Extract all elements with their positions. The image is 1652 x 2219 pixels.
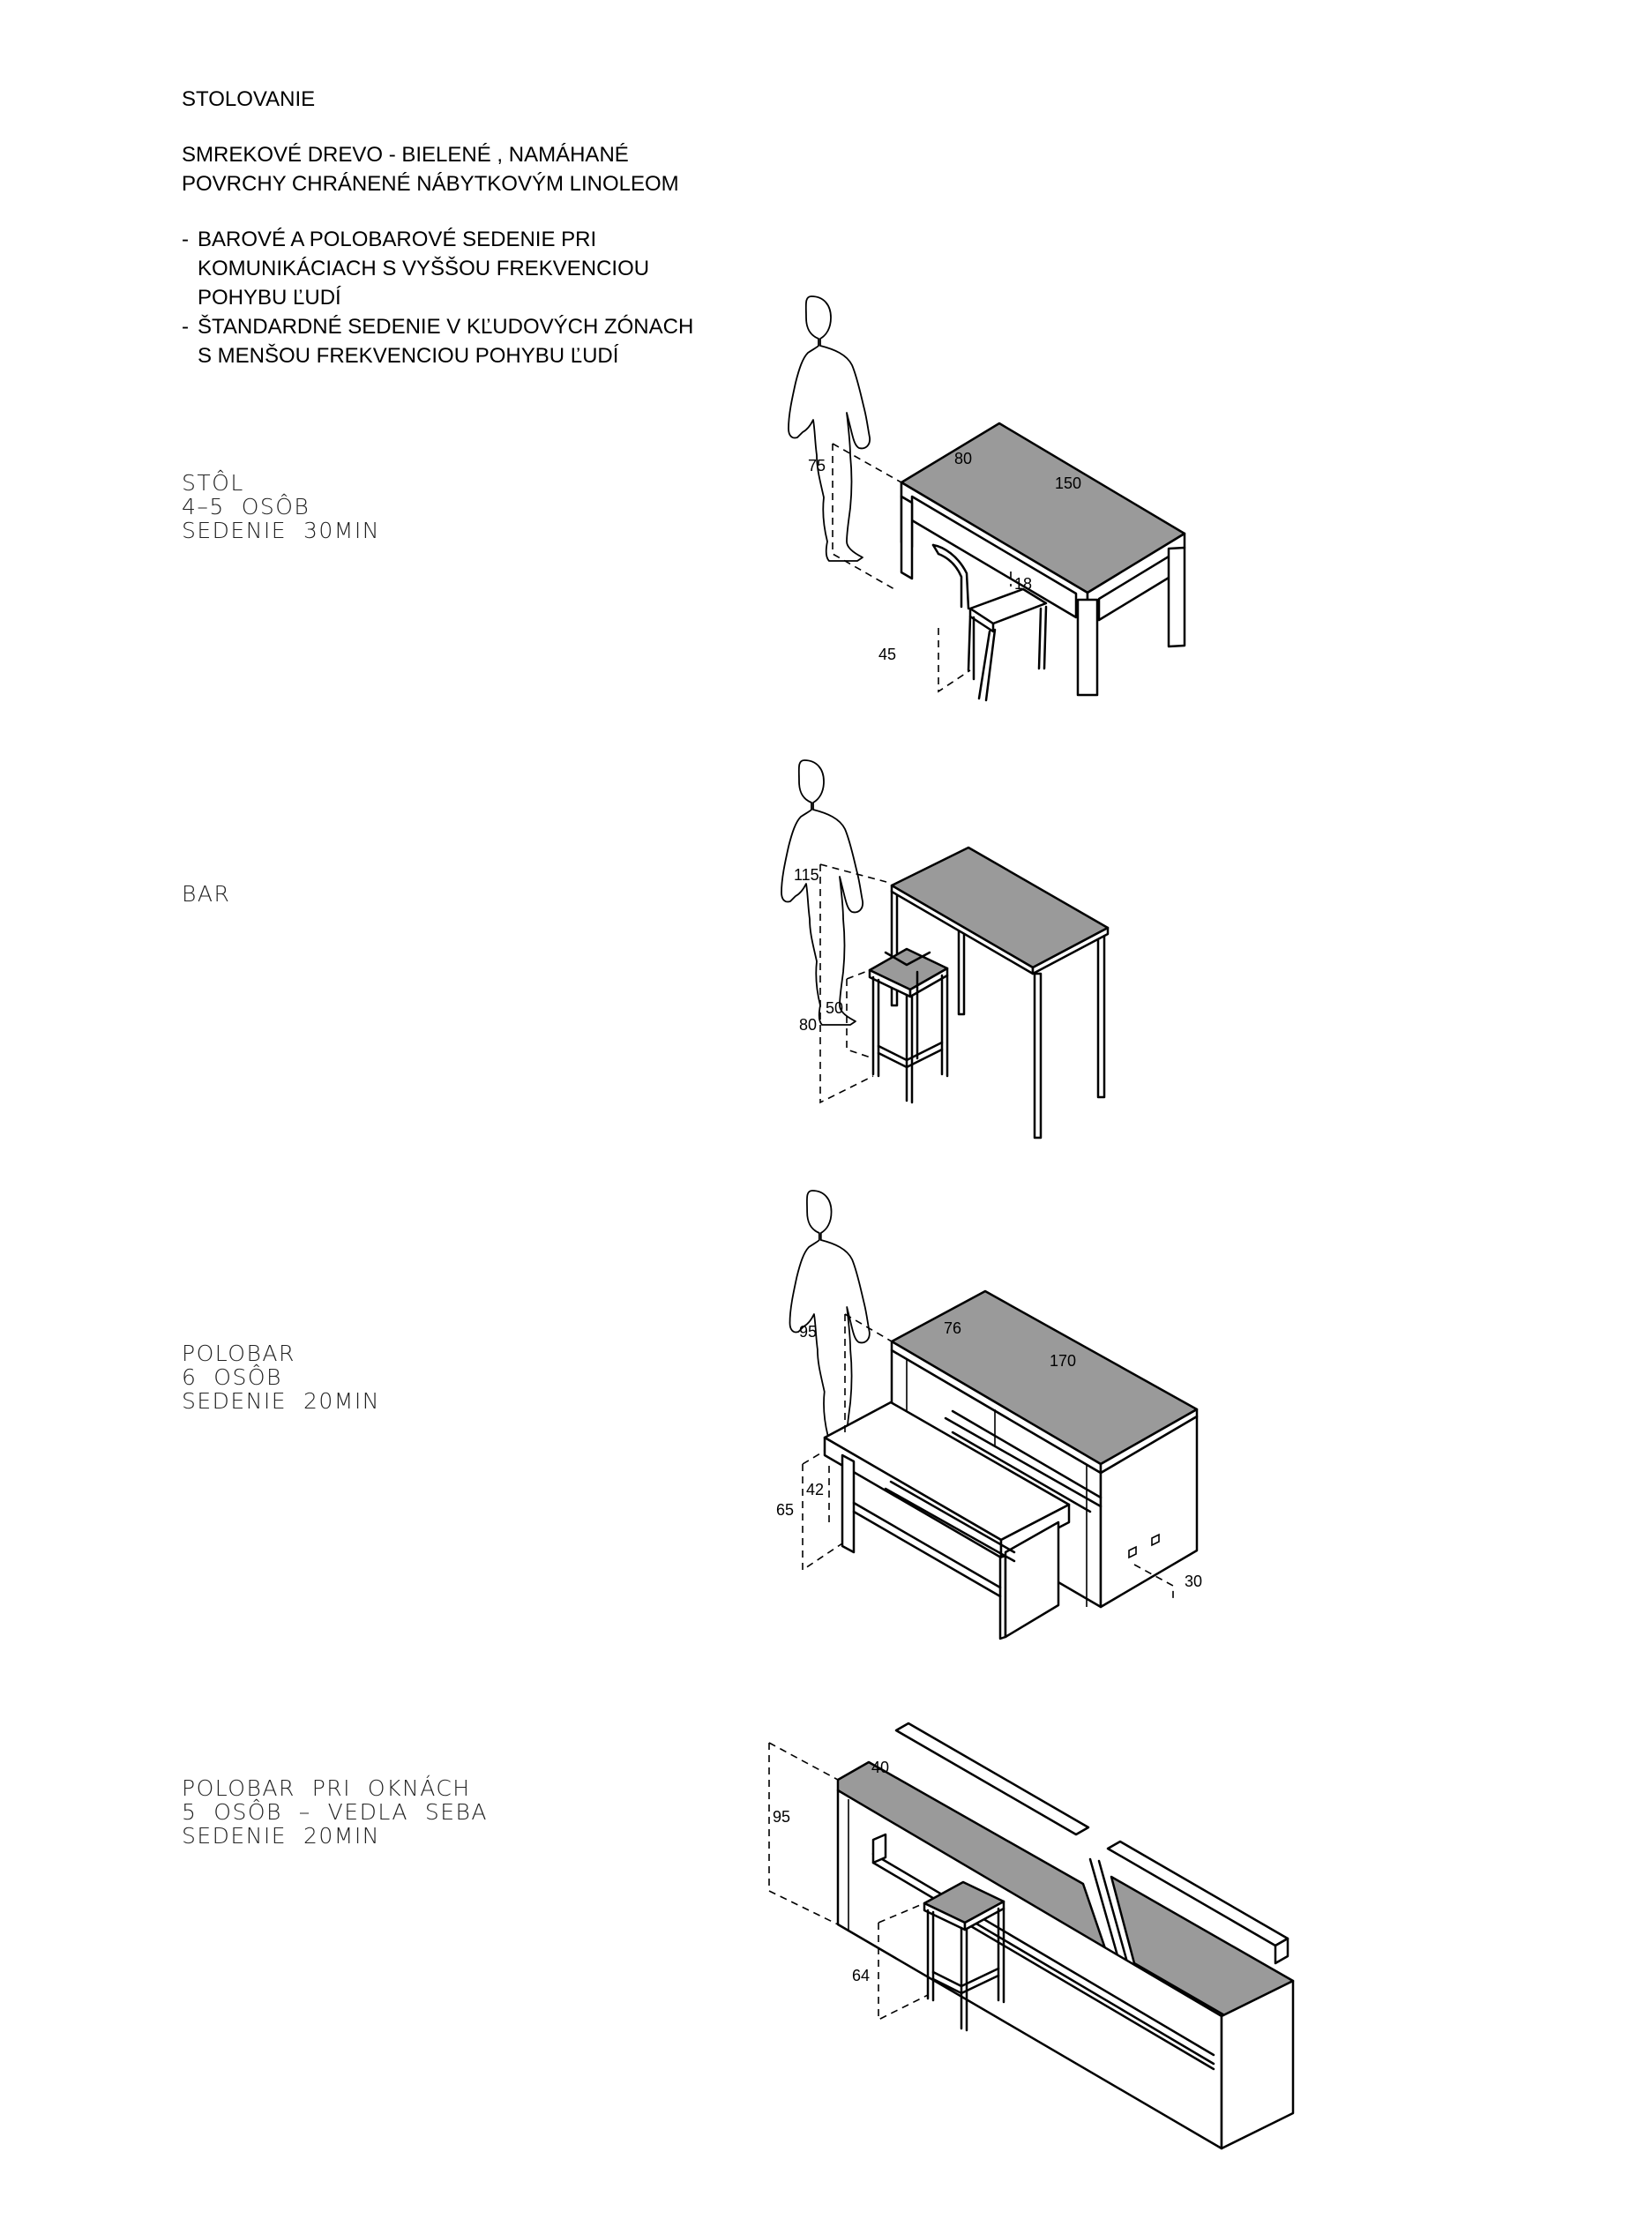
dim-label: 45 (878, 646, 897, 663)
stol-drawing (789, 296, 1185, 700)
chair-leg (979, 630, 995, 700)
dim-label: 170 (1050, 1352, 1077, 1370)
caption-line: SEDENIE 20MIN (182, 1388, 380, 1414)
bullet-line: POHYBU ĽUDÍ (198, 286, 341, 310)
dim-label: 95 (773, 1808, 791, 1826)
dim-bench-height (803, 1451, 842, 1570)
table-leg (901, 497, 912, 579)
chair-leg (1039, 607, 1046, 669)
material-line-2: POVRCHY CHRÁNENÉ NÁBYTKOVÝM LINOLEOM (182, 172, 679, 196)
bar-drawing (781, 760, 1108, 1138)
polobar-okna-drawing (769, 1723, 1293, 2148)
bar-leg (1035, 974, 1041, 1138)
bullet-dash: - (182, 228, 189, 251)
dim-label: 76 (944, 1319, 962, 1337)
dim-stool-height (847, 970, 873, 1058)
dim-label: 18 (1014, 575, 1033, 593)
dim-label: 42 (806, 1481, 825, 1498)
dim-label: 80 (799, 1016, 818, 1034)
sheet-title: STOLOVANIE (182, 87, 316, 111)
chair-leg (968, 616, 974, 679)
stool-leg (873, 977, 878, 1076)
bullet-line: ŠTANDARDNÉ SEDENIE V KĽUDOVÝCH ZÓNACH (198, 315, 694, 339)
bench-leg (842, 1455, 854, 1552)
dim-counter-height (769, 1743, 838, 1924)
bullet-line: S MENŠOU FREKVENCIOU POHYBU ĽUDÍ (198, 344, 619, 368)
stool-footrest (878, 1042, 942, 1067)
table-leg (1078, 600, 1097, 695)
caption-line: BAR (182, 881, 231, 907)
dim-label: 95 (799, 1323, 818, 1341)
caption-line: 5 OSÔB – VEDLA SEBA (182, 1799, 488, 1825)
material-line-1: SMREKOVÉ DREVO - BIELENÉ , NAMÁHANÉ (182, 143, 629, 167)
bullet-dash: - (182, 315, 189, 339)
dim-label: 150 (1055, 474, 1082, 492)
dim-label: 65 (776, 1501, 795, 1519)
person-silhouette (781, 760, 863, 1025)
caption-line: SEDENIE 20MIN (182, 1823, 380, 1849)
bullet-line: KOMUNIKÁCIACH S VYŠŠOU FREKVENCIOU (198, 257, 650, 280)
caption-line: STÔL (182, 470, 244, 496)
dim-label: 64 (852, 1967, 871, 1984)
dim-label: 80 (954, 450, 973, 467)
dim-label: 75 (808, 457, 826, 474)
person-silhouette (789, 296, 870, 561)
footrest-bracket (873, 1834, 886, 1863)
stool-leg (907, 995, 912, 1102)
dim-label: 40 (871, 1759, 890, 1776)
caption-line: 4–5 OSÔB (182, 494, 310, 519)
dim-label: 30 (1185, 1573, 1203, 1590)
caption-line: SEDENIE 30MIN (182, 518, 380, 543)
bar-leg (1098, 933, 1104, 1097)
bullet-line: BAROVÉ A POLOBAROVÉ SEDENIE PRI (198, 228, 597, 251)
dim-label: 50 (826, 999, 844, 1017)
caption-line: POLOBAR (182, 1341, 295, 1366)
caption-line: 6 OSÔB (182, 1364, 282, 1390)
dim-seat-height (938, 628, 970, 691)
stool-leg (942, 975, 947, 1076)
table-leg (1169, 548, 1185, 646)
dim-label: 115 (794, 866, 819, 884)
polobar-drawing (776, 1191, 1202, 1639)
caption-line: POLOBAR PRI OKNÁCH (182, 1775, 471, 1801)
